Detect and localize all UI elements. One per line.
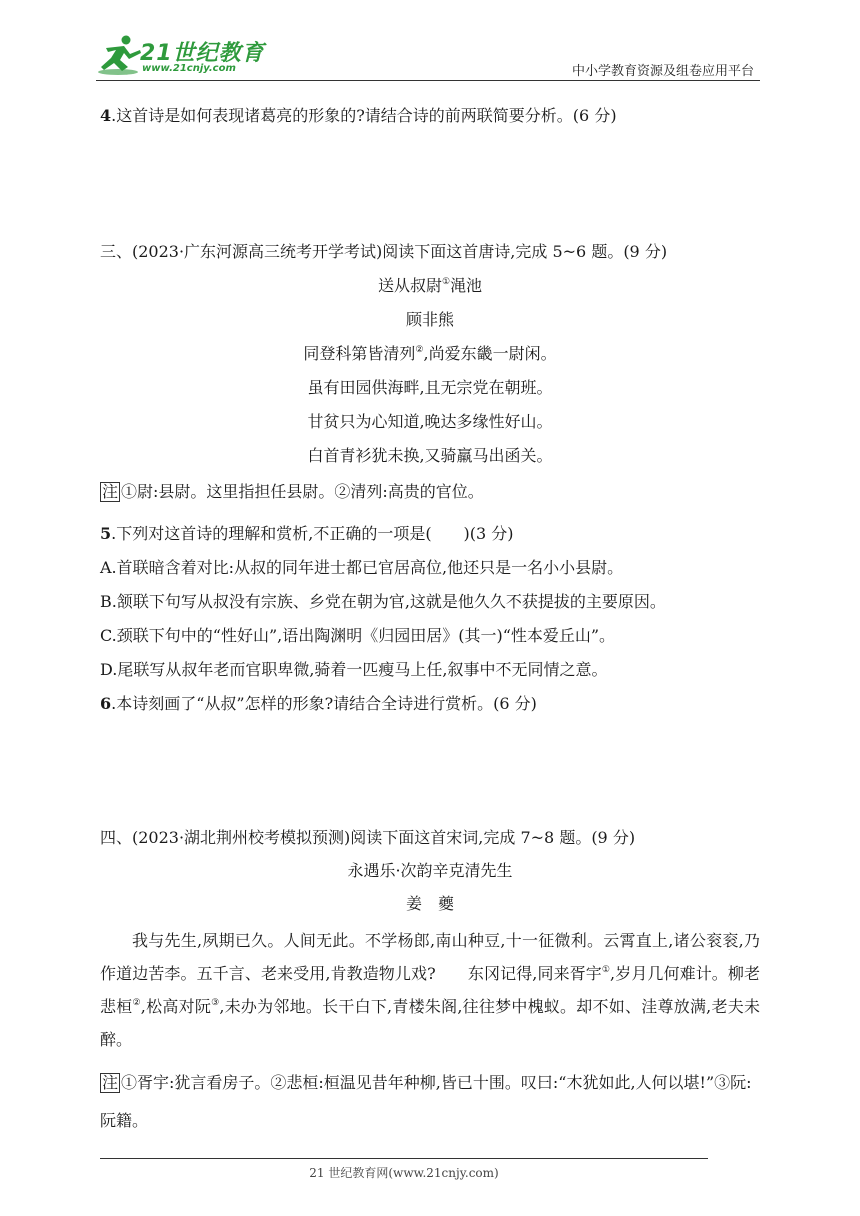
poem-line-2: 虽有田园供海畔,且无宗党在朝班。 — [307, 378, 553, 397]
header-rule — [96, 80, 760, 81]
logo-text: 21世纪教育 — [140, 41, 265, 66]
question-5: 5.下列对这首诗的理解和赏析,不正确的一项是( )(3 分) — [100, 524, 514, 543]
poem-line-4: 白首青衫犹未换,又骑羸马出函关。 — [307, 446, 553, 465]
note-label: 注 — [102, 482, 119, 501]
poem-line-1: 同登科第皆清列②,尚爱东畿一尉闲。 — [303, 344, 557, 363]
note-label: 注 — [102, 1073, 119, 1092]
header-right-text: 中小学教育资源及组卷应用平台 — [572, 64, 755, 79]
question-6: 6.本诗刻画了“从叔”怎样的形象?请结合全诗进行赏析。(6 分) — [100, 694, 537, 713]
poem-author: 顾非熊 — [405, 310, 454, 329]
ci-body: 我与先生,夙期已久。人间无此。不学杨郎,南山种豆,十一征微利。云霄直上,诸公衮衮,乃作道边苦李。五千言、老来受用,肯教造物儿戏? 东冈记得,同来胥宇①,岁月几何难计。柳老悲桓②,松高对阮③,未办为邻地。长干白下,青楼朱阁,往往梦中槐蚁。却不如、洼尊放满,老夫未醉。 — [100, 931, 760, 1049]
option-c: C.颈联下句中的“性好山”,语出陶渊明《归园田居》(其一)“性本爱丘山”。 — [100, 626, 616, 645]
runner-logo-icon — [96, 34, 146, 78]
footer-rule — [100, 1158, 708, 1159]
ci-title: 永遇乐·次韵辛克清先生 — [347, 861, 513, 880]
section-4-heading: 四、(2023·湖北荆州校考模拟预测)阅读下面这首宋词,完成 7~8 题。(9 分) — [100, 828, 636, 847]
section-3-heading: 三、(2023·广东河源高三统考开学考试)阅读下面这首唐诗,完成 5~6 题。(9 分) — [100, 242, 668, 261]
ci-note: 注 ①胥宇:犹言看房子。②悲桓:桓温见昔年种柳,皆已十围。叹曰:“木犹如此,人何以堪!”③阮:阮籍。 — [100, 1073, 752, 1130]
poem-title: 送从叔尉①渑池 — [377, 276, 483, 295]
ci-author: 姜 夔 — [405, 894, 454, 913]
option-a: A.首联暗含着对比:从叔的同年进士都已官居高位,他还只是一名小小县尉。 — [100, 558, 624, 577]
option-d: D.尾联写从叔年老而官职卑微,骑着一匹瘦马上任,叙事中不无同情之意。 — [100, 660, 608, 679]
option-b: B.颔联下句写从叔没有宗族、乡党在朝为官,这就是他久久不获提拔的主要原因。 — [100, 592, 666, 611]
footer-text: 21 世纪教育网(www.21cnjy.com) — [309, 1166, 499, 1180]
header-logo — [96, 34, 266, 78]
poem-note: 注 ①尉:县尉。这里指担任县尉。②清列:高贵的官位。 — [102, 482, 484, 501]
poem-line-3: 甘贫只为心知道,晚达多缘性好山。 — [307, 412, 553, 431]
logo-url: www.21cnjy.com — [142, 63, 236, 74]
question-4: 4.这首诗是如何表现诸葛亮的形象的?请结合诗的前两联简要分析。(6 分) — [100, 106, 617, 125]
